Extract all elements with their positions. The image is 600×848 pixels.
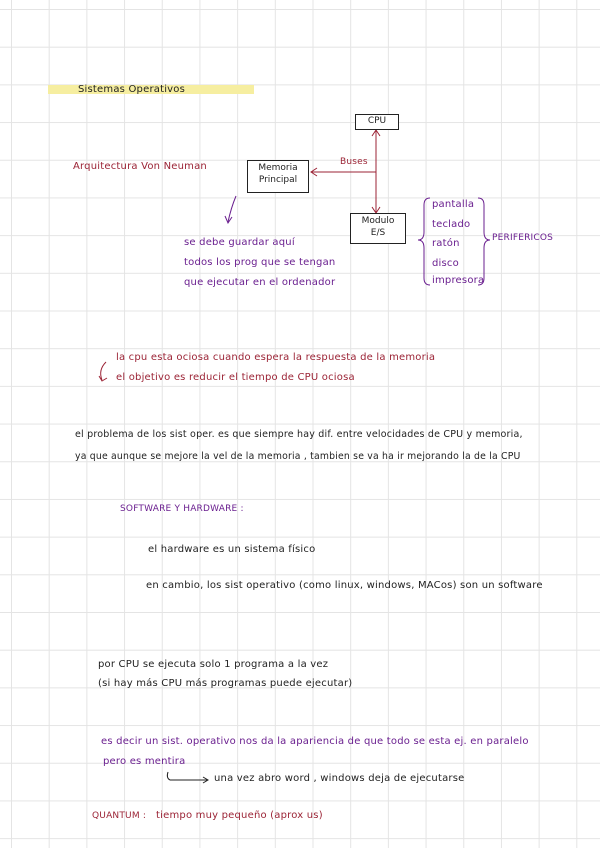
paralelo-line: es decir un sist. operativo nos da la apariencia de que todo se esta ej. en paralelo	[101, 736, 529, 747]
memoria-label-line1: Memoria	[258, 163, 298, 173]
quantum-label: QUANTUM :	[92, 811, 147, 821]
periferico-item: disco	[432, 258, 459, 269]
cpu-programa-line: (si hay más CPU más programas puede ejecutar)	[98, 678, 353, 689]
memoria-note-line: se debe guardar aquí	[184, 237, 295, 248]
periferico-item: ratón	[432, 238, 460, 249]
periferico-item: teclado	[432, 219, 471, 230]
cpu-note-arrow	[101, 362, 106, 380]
modulo-box	[350, 213, 406, 244]
cpu-label: CPU	[367, 116, 387, 126]
diagram-heading: Arquitectura Von Neuman	[73, 161, 207, 172]
page-title: Sistemas Operativos	[78, 84, 186, 95]
modulo-label-line1: Modulo	[361, 216, 395, 226]
cpu-box	[355, 114, 399, 130]
cpu-ociosa-line: la cpu esta ociosa cuando espera la respuesta de la memoria	[116, 352, 436, 363]
memoria-label-line2: Principal	[258, 175, 298, 185]
cpu-note-arrowhead	[99, 376, 107, 381]
buses-label: Buses	[340, 157, 368, 167]
cpu-programa-line: por CPU se ejecuta solo 1 programa a la vez	[98, 659, 329, 670]
hardware-line: el hardware es un sistema físico	[148, 544, 316, 555]
periferico-item: impresora	[432, 275, 485, 286]
example-line: una vez abro word , windows deja de ejecutarse	[214, 773, 465, 784]
modulo-label-line2: E/S	[370, 228, 386, 238]
perifericos-label: PERIFERICOS	[492, 233, 554, 243]
memoria-box	[247, 160, 309, 193]
cpu-ociosa-line: el objetivo es reducir el tiempo de CPU ociosa	[116, 372, 355, 383]
example-arrow-tail	[167, 772, 170, 780]
software-line: en cambio, los sist operativo (como linux, windows, MACos) son un software	[146, 580, 543, 591]
software-hardware-heading: SOFTWARE Y HARDWARE :	[120, 504, 244, 514]
right-brace	[478, 198, 490, 285]
memoria-note-line: que ejecutar en el ordenador	[184, 277, 336, 288]
periferico-item: pantalla	[432, 199, 475, 210]
note-arrow	[228, 196, 236, 222]
problema-line: el problema de los sist oper. es que siempre hay dif. entre velocidades de CPU y memoria,	[75, 429, 523, 440]
problema-line: ya que aunque se mejore la vel de la memoria , tambien se va ha ir mejorando la de la CPU	[75, 451, 521, 462]
quantum-text: tiempo muy pequeño (aprox us)	[156, 810, 323, 821]
left-brace	[418, 198, 430, 285]
memoria-note-line: todos los prog que se tengan	[184, 257, 336, 268]
paralelo-line: pero es mentira	[103, 756, 186, 767]
